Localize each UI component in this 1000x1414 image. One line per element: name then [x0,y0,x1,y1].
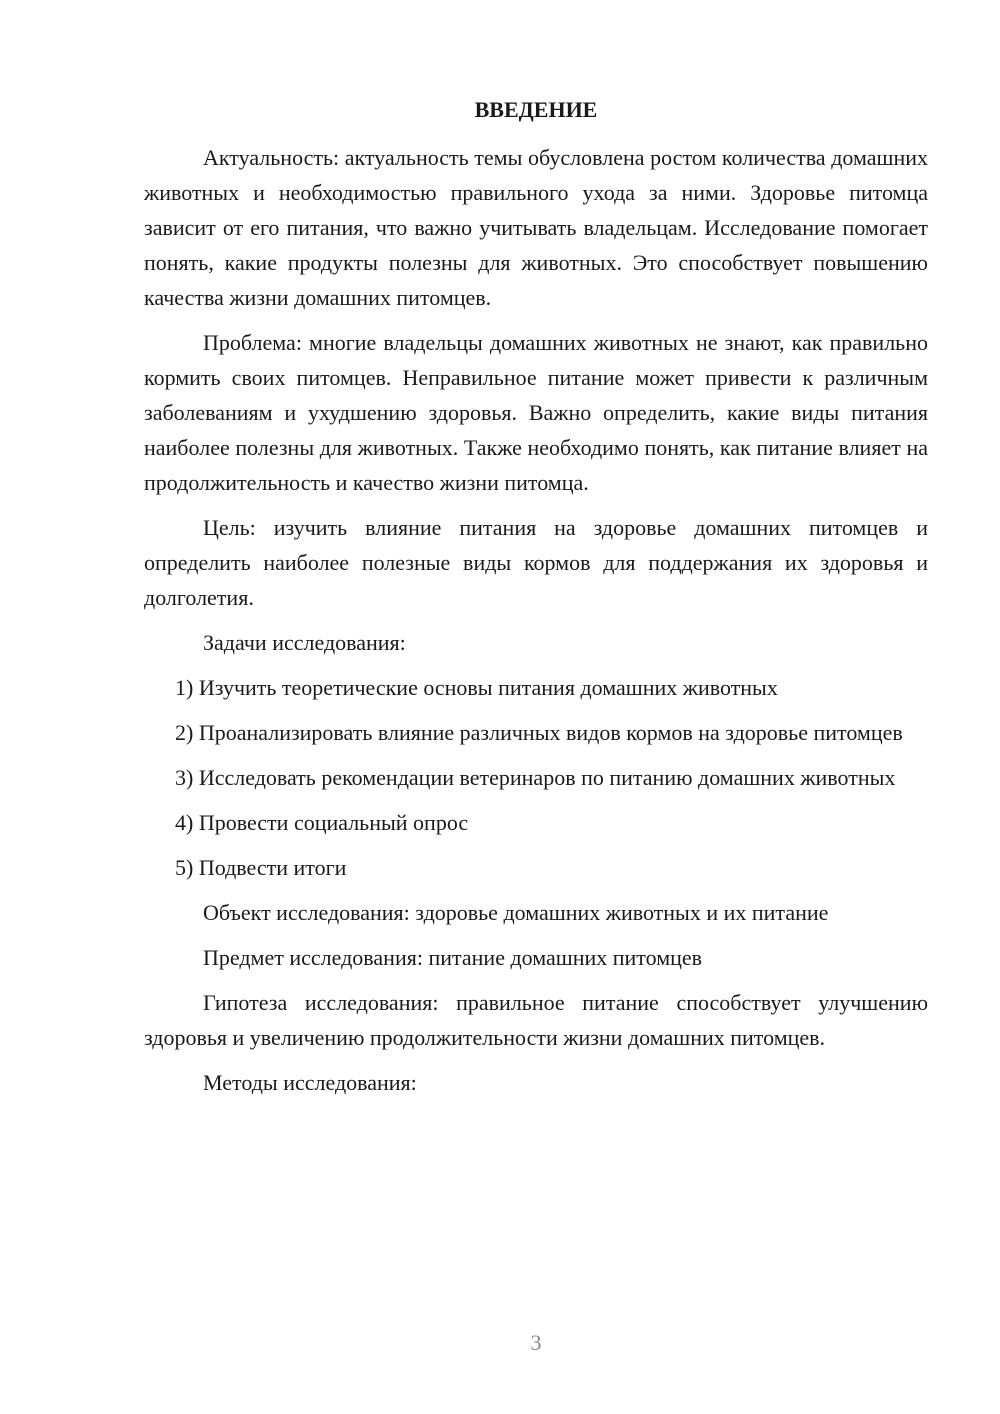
goal-paragraph: Цель: изучить влияние питания на здоровье домашних питомцев и определить наиболее полезные виды кормов для поддержания их здоровья и долголетия. [144,515,928,610]
relevance-paragraph: Актуальность: актуальность темы обусловлена ростом количества домашних животных и необходимостью правильного ухода за ними. Здоровье питомца зависит от его питания, что важно учитывать владельцам. Исследование помогает понять, какие продукты полезны для животных. Это способствует повышению качества жизни домашних питомцев. [144,145,928,310]
task-item-5: 5) Подвести итоги [175,855,347,880]
problem-paragraph: Проблема: многие владельцы домашних животных не знают, как правильно кормить своих питомцев. Неправильное питание может привести к различным заболеваниям и ухудшению здоровья. Важно определить, какие виды питания наиболее полезны для животных. Также необходимо понять, как питание влияет на продолжительность и качество жизни питомца. [144,330,928,495]
page-number: 3 [530,1330,542,1355]
section-title: ВВЕДЕНИЕ [474,97,598,122]
task-item-4: 4) Провести социальный опрос [175,810,469,835]
page-content [144,96,928,1110]
methods-heading: Методы исследования: [203,1070,417,1095]
task-item-3: 3) Исследовать рекомендации ветеринаров по питанию домашних животных [175,765,896,790]
subject-paragraph: Предмет исследования: питание домашних питомцев [203,945,703,970]
hypothesis-paragraph: Гипотеза исследования: правильное питание способствует улучшению здоровья и увеличению продолжительности жизни домашних питомцев. [144,990,928,1050]
task-item-1: 1) Изучить теоретические основы питания домашних животных [175,675,778,700]
tasks-heading: Задачи исследования: [203,630,406,655]
task-item-2: 2) Проанализировать влияние различных видов кормов на здоровье питомцев [175,720,903,745]
object-paragraph: Объект исследования: здоровье домашних животных и их питание [203,900,829,925]
